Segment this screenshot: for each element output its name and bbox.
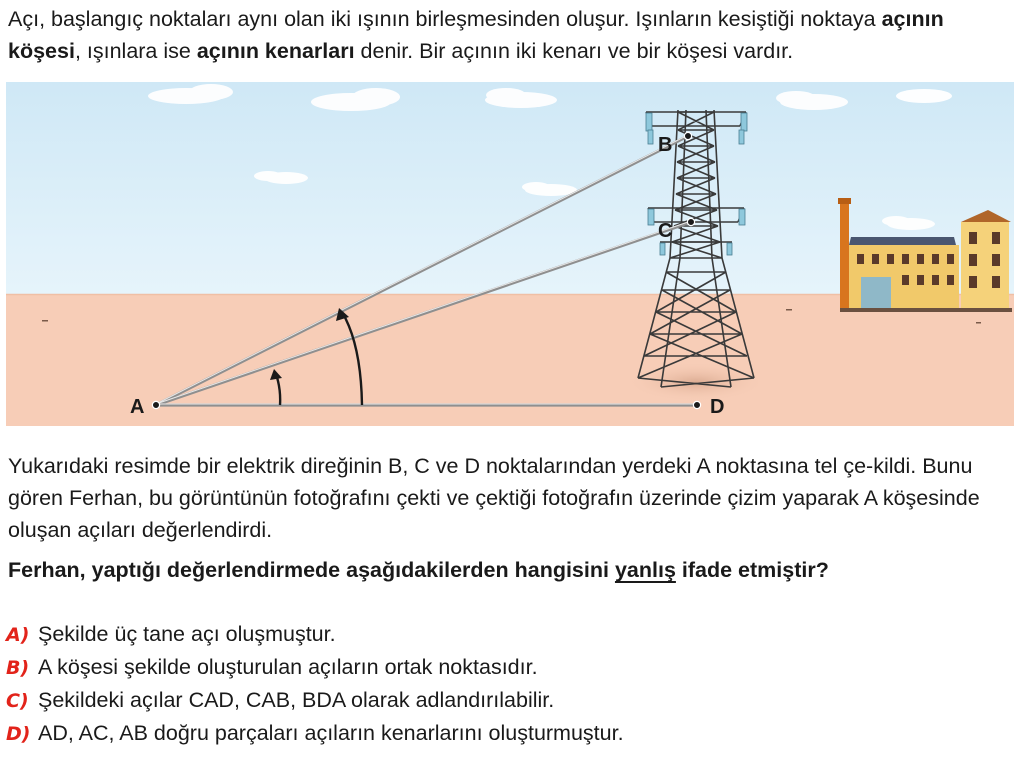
angle-figure — [6, 82, 1014, 426]
intro-text-1: Açı, başlangıç noktaları aynı olan iki ışının birleşmesinden oluşur. Işınların kesiştiği noktaya — [8, 7, 882, 31]
label-a: A — [130, 396, 145, 418]
option-text: AD, AC, AB doğru parçaları açıların kenarlarını oluşturmuştur. — [38, 721, 624, 745]
option-text: Şekildeki açılar CAD, CAB, BDA olarak adlandırılabilir. — [38, 688, 555, 712]
option-letter: B) — [6, 657, 30, 679]
point-c — [687, 218, 694, 225]
option-letter: D) — [6, 723, 31, 745]
question-emphasis: yanlış — [614, 558, 676, 582]
term-sides: açının kenarları — [196, 39, 355, 63]
intro-text-3: denir. Bir açının iki kenarı ve bir köşesi vardır. — [354, 39, 794, 63]
option-text: Şekilde üç tane açı oluşmuştur. — [38, 622, 336, 646]
problem-paragraph: Yukarıdaki resimde bir elektrik direğinin B, C ve D noktalarından yerdeki A noktasına tel çe-kildi. Bunu gören Ferhan, bu görüntünün fotoğrafını çekti ve çektiği fotoğrafın üzerinde çizim yaparak A köşesinde oluşan açıları değerlendirdi. — [8, 454, 980, 542]
question-stem — [8, 554, 1014, 586]
point-a — [152, 401, 159, 408]
point-b — [684, 132, 691, 139]
option-a[interactable] — [6, 618, 1012, 651]
label-b: B — [658, 134, 673, 156]
point-d — [693, 401, 700, 408]
label-c: C — [658, 220, 673, 242]
question-text-2: ifade etmiştir? — [675, 558, 829, 582]
option-b[interactable] — [6, 651, 1012, 684]
answer-options — [6, 618, 1012, 750]
option-letter: A) — [6, 624, 30, 646]
option-text: A köşesi şekilde oluşturulan açıların ortak noktasıdır. — [38, 655, 538, 679]
intro-paragraph — [8, 3, 1012, 67]
option-letter: C) — [6, 690, 29, 712]
label-d: D — [710, 396, 725, 418]
question-text-1: Ferhan, yaptığı değerlendirmede aşağıdakilerden hangisini — [8, 558, 615, 582]
term-vertex: açının köşesi — [8, 7, 944, 63]
option-c[interactable] — [6, 684, 1012, 717]
intro-text-2: , ışınlara ise — [74, 39, 197, 63]
option-d[interactable] — [6, 717, 1012, 750]
